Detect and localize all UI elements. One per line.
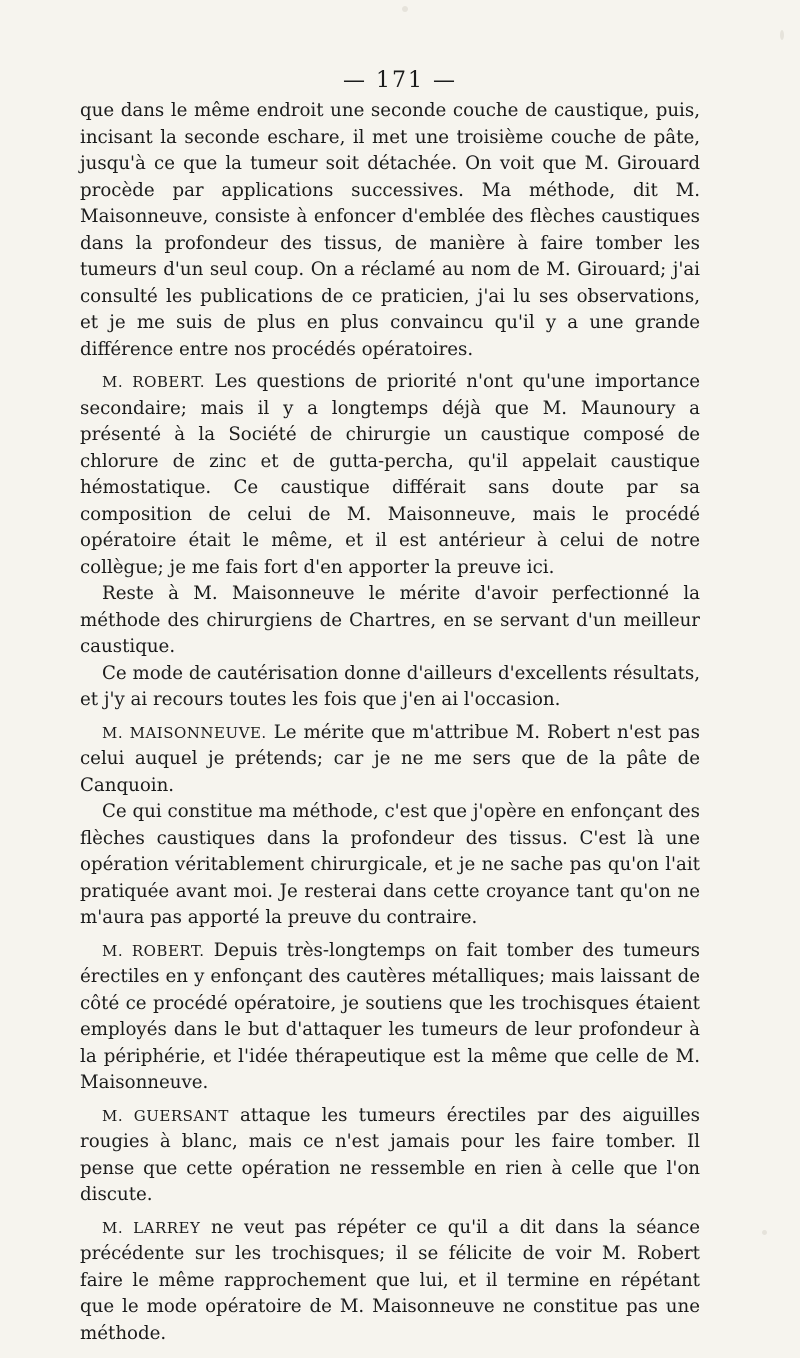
paragraph-text: que dans le même endroit une seconde couche de caustique, puis, incisant la seconde eschare, il met une troisième couche de pâte, jusqu'à ce que la tumeur soit détachée. On voit que M. Girouard procède par applications successives. Ma méthode, dit M. Maisonneuve, consiste à enfoncer d'emblée des flèches caustiques dans la profondeur des tissus, de manière à faire tomber les tumeurs d'un seul coup. On a réclamé au nom de M. Girouard; j'ai consulté les publications de ce praticien, j'ai lu ses observations, et je me suis de plus en plus convaincu qu'il y a une grande différence entre nos procédés opératoires.: [80, 100, 700, 360]
paragraph-text: Ce qui constitue ma méthode, c'est que j'opère en enfonçant des flèches caustiques dans la profondeur des tissus. C'est là une opération véritablement chirurgicale, et je ne sache pas qu'on l'ait pratiquée avant moi. Je resterai dans cette croyance tant qu'on ne m'aura pas apporté la preuve du contraire.: [80, 801, 700, 928]
paragraph-text: Reste à M. Maisonneuve le mérite d'avoir perfectionné la méthode des chirurgiens de Chartres, en se servant d'un meilleur caustique.: [80, 583, 700, 657]
scan-speck: [762, 1230, 767, 1235]
paragraph-text: Le mérite que m'attribue M. Robert n'est pas celui auquel je prétends; car je ne me sers que de la pâte de Canquoin.: [80, 721, 700, 796]
paragraph-9: [80, 1215, 700, 1348]
scan-speck: [402, 6, 408, 12]
paragraph-2: [80, 369, 700, 581]
paragraph-7: [80, 938, 700, 1097]
page-number: — 171 —: [343, 68, 457, 93]
speaker-name: M. LARREY: [102, 1218, 201, 1237]
paragraph-5: [80, 720, 700, 800]
paragraph-3: [80, 581, 700, 661]
paragraph-6: [80, 799, 700, 932]
paragraph-text: ne veut pas répéter ce qu'il a dit dans la séance précédente sur les trochisques; il se félicite de voir M. Robert faire le même rapprochement que lui, et il termine en répétant que le mode opératoire de M. Maisonneuve ne constitue pas une méthode.: [80, 1216, 700, 1344]
speaker-name: M. ROBERT.: [102, 373, 205, 391]
speaker-name: M. GUERSANT: [102, 1106, 229, 1125]
speaker-name: M. MAISONNEUVE.: [102, 723, 267, 742]
scan-speck: [780, 30, 784, 40]
paragraph-text: attaque les tumeurs érectiles par des aiguilles rougies à blanc, mais ce n'est jamais pour les faire tomber. Il pense que cette opération ne ressemble en rien à celle que l'on discute.: [80, 1104, 700, 1205]
paragraph-text: Depuis très-longtemps on fait tomber des tumeurs érectiles en y enfonçant des cautères métalliques; mais laissant de côté ce procédé opératoire, je soutiens que les trochisques étaient employés dans le but d'attaquer les tumeurs de leur profondeur à la périphérie, et l'idée thérapeutique est la même que celle de M. Maisonneuve.: [80, 939, 700, 1093]
paragraph-text: Les questions de priorité n'ont qu'une importance secondaire; mais il y a longtemps déjà que M. Maunoury a présenté à la Société de chirurgie un caustique composé de chlorure de zinc et de gutta-percha, qu'il appelait caustique hémostatique. Ce caustique différait sans doute par sa composition de celui de M. Maisonneuve, mais le procédé opératoire était le même, et il est antérieur à celui de notre collègue; je me fais fort d'en apporter la preuve ici.: [80, 371, 700, 578]
paragraph-8: [80, 1103, 700, 1209]
paragraph-4: [80, 661, 700, 714]
paragraph-1: [80, 98, 700, 363]
speaker-name: M. ROBERT.: [102, 941, 205, 960]
paragraph-text: Ce mode de cautérisation donne d'ailleurs d'excellents résultats, et j'y ai recours toutes les fois que j'en ai l'occasion.: [80, 662, 700, 710]
body-text: [80, 98, 700, 1347]
